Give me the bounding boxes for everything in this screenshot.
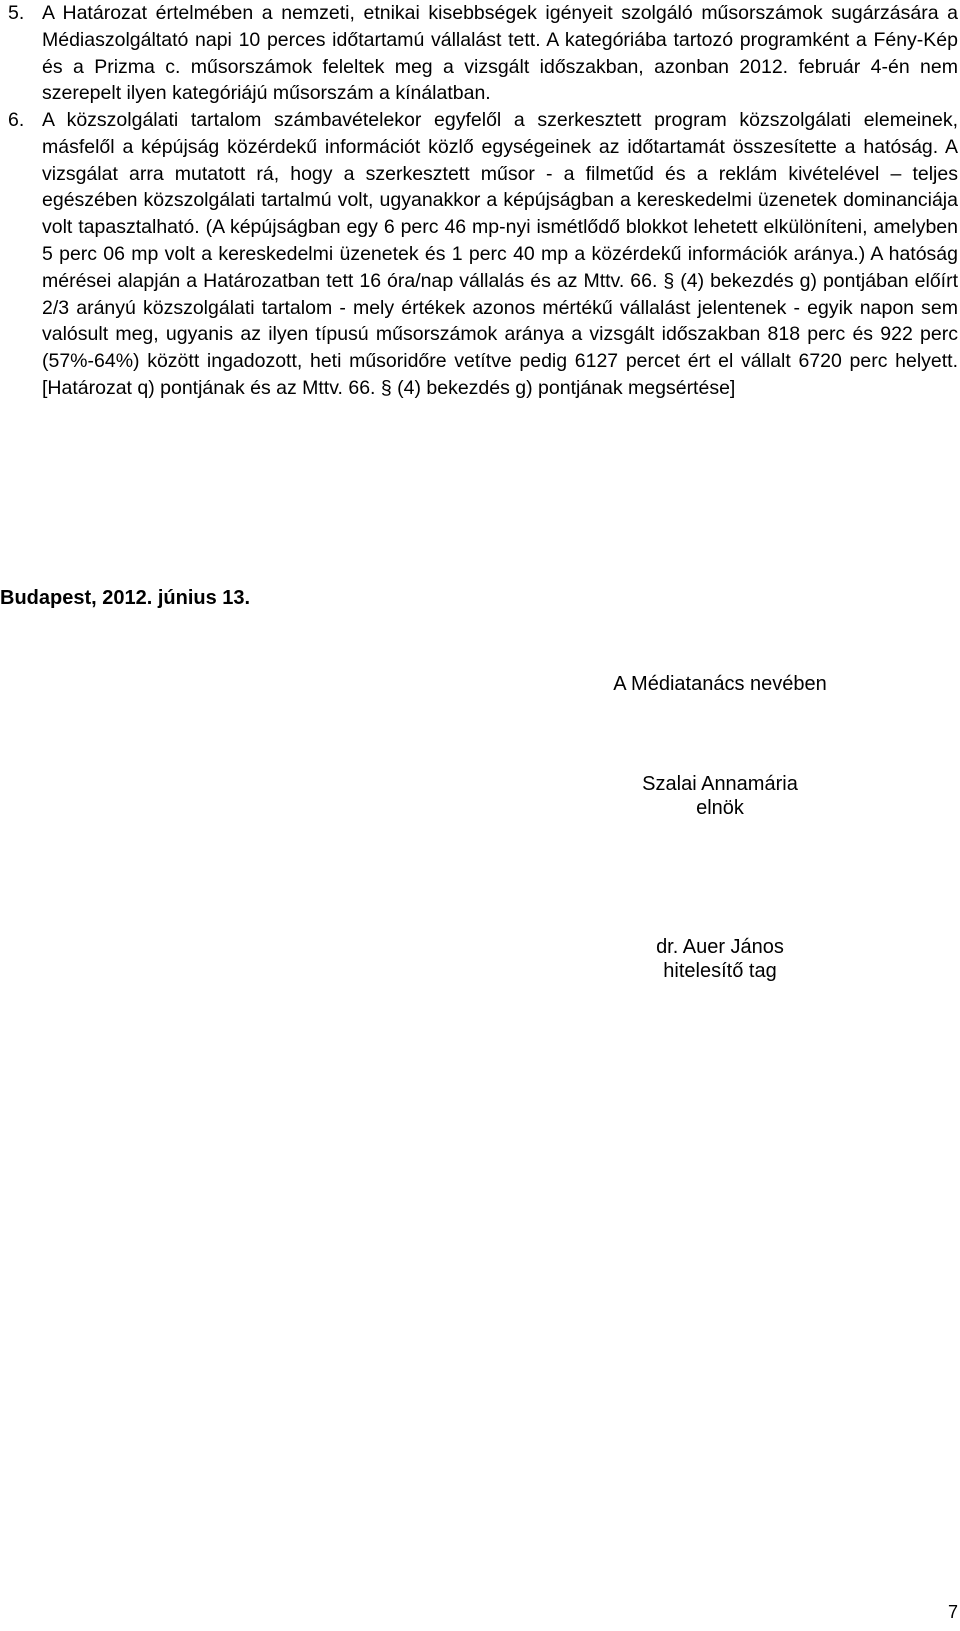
date-line: Budapest, 2012. június 13. xyxy=(0,587,251,609)
signer-name: Szalai Annamária xyxy=(642,773,798,795)
list-item-text: A közszolgálati tartalom számbavételekor egyfelől a szerkesztett program közszolgálati elemeinek, másfelől a képújság közérdekű információt közlő egységeinek az időtartamát összesítette a hatóság. A vizsgálat arra mutatott rá, hogy a szerkesztett műsor - a filmetűd és a reklám kivételével – teljes egészében közszolgálati tartalmú volt, ugyanakkor a képújságban a kereskedelmi üzenetek dominanciája volt tapasztalható. (A képújságban egy 6 perc 46 mp-nyi ismétlődő blokkot lehetett elkülöníteni, amelyben 5 perc 06 mp volt a kereskedelmi üzenetek és 1 perc 40 mp a közérdekű információk aránya.) A hatóság mérései alapján a Határozatban tett 16 óra/nap vállalás és az Mttv. 66. § (4) bekezdés g) pontjában előírt 2/3 arányú közszolgálati tartalom - mely értékek azonos mértékű vállalást jelentenek - egyik napon sem valósult meg, ugyanis az ilyen típusú műsorszámok aránya a vizsgált időszakban 818 perc és 922 perc (57%-64%) között ingadozott, heti műsoridőre vetítve pedig 6127 percet ért el vállalt 6720 perc helyett. [Határozat q) pontjának és az Mttv. 66. § (4) bekezdés g) pontjának megsértése] xyxy=(42,109,958,399)
signer-title: hitelesítő tag xyxy=(663,960,777,982)
signature-org: A Médiatanács nevében xyxy=(613,673,827,695)
signer-name: dr. Auer János xyxy=(656,936,784,958)
list-item-text: A Határozat értelmében a nemzeti, etnikai kisebbségek igényeit szolgáló műsorszámok sugárzására a Médiaszolgáltató napi 10 perces időtartamú vállalást tett. A kategóriába tartozó programként a Fény-Kép és a Prizma c. műsorszámok feleltek meg a vizsgált időszakban, azonban 2012. február 4-én nem szerepelt ilyen kategóriájú műsorszám a kínálatban. xyxy=(42,2,958,105)
list-item-number: 5. xyxy=(8,2,25,24)
list-item-6 xyxy=(8,107,958,402)
page-number: 7 xyxy=(947,1602,958,1622)
signature-block-president xyxy=(520,772,920,820)
signature-block-authenticator xyxy=(520,935,920,983)
list-item-5 xyxy=(8,0,958,107)
signer-title: elnök xyxy=(696,797,744,819)
list-item-number: 6. xyxy=(8,109,25,131)
